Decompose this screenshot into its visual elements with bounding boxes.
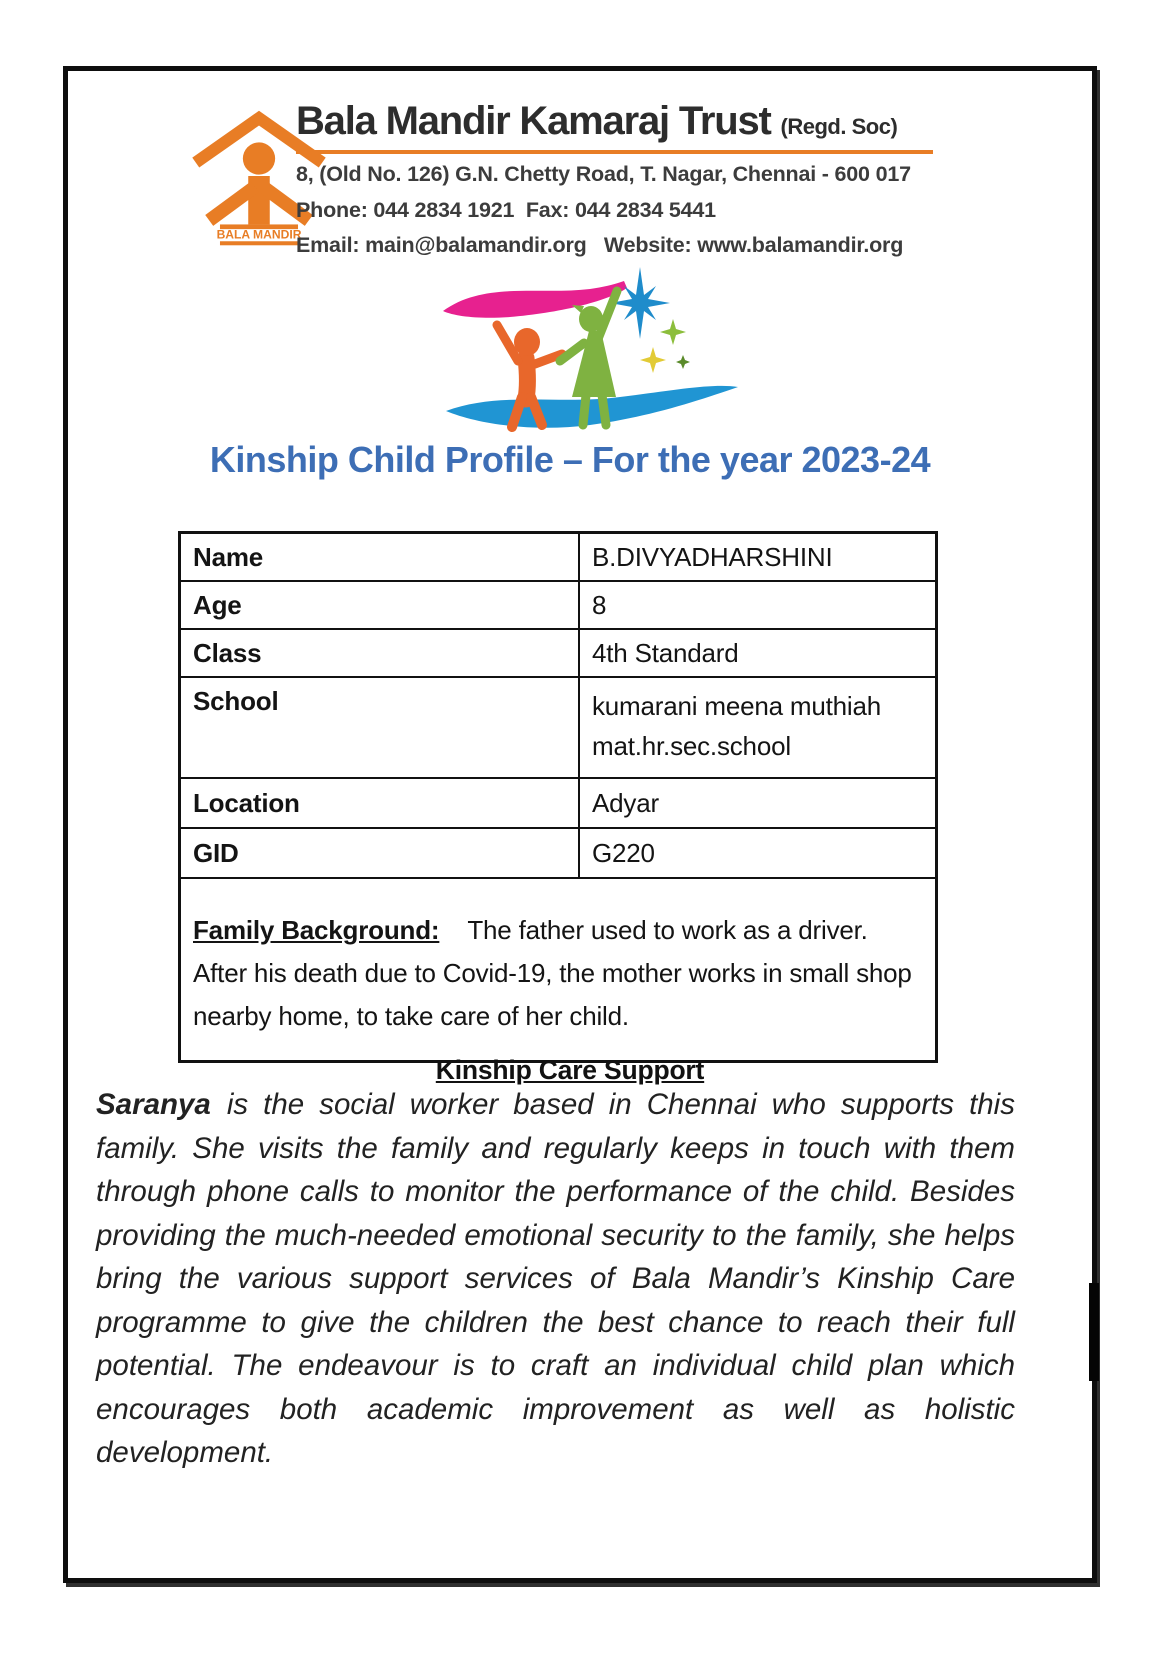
logo-caption: BALA MANDIR [216, 227, 302, 242]
support-paragraph-text: is the social worker based in Chennai who supports this family. She visits the family and regularly keeps in touch with them through phone calls to monitor the performance of the child. Besides providing the much-needed emotional security to the family, she helps bring the various support services of Bala Mandir’s Kinship Care programme to give the children the best chance to reach their full potential. The endeavour is to craft an individual child plan which encourages both academic improvement as well as holistic development. [96, 1088, 1015, 1469]
orange-rule [296, 150, 933, 154]
family-background-text: The father used to work as a driver. After his death due to Covid-19, the mother works in small shop nearby home, to take care of her child. [193, 915, 912, 1031]
family-background-row [180, 878, 937, 1062]
family-background-label: Family Background: [193, 915, 440, 945]
email-website-line: Email: main@balamandir.org Website: www.balamandir.org [296, 233, 904, 257]
row-label: Name [180, 533, 580, 582]
row-value: kumarani meena muthiah mat.hr.sec.school [579, 677, 937, 778]
support-section-heading: Kinship Care Support [435, 1055, 705, 1085]
phone-fax-line: Phone: 044 2834 1921 Fax: 044 2834 5441 [296, 197, 716, 222]
social-worker-name: Saranya [96, 1088, 211, 1121]
table-row [180, 677, 937, 778]
row-label: Location [180, 778, 580, 828]
row-label: Class [180, 629, 580, 677]
letterhead [296, 99, 986, 261]
org-name: Bala Mandir Kamaraj Trust [296, 99, 771, 143]
scan-artifact-notch [1089, 1283, 1099, 1381]
family-background-cell [180, 878, 937, 1062]
table-row [180, 581, 937, 629]
table-row [180, 629, 937, 677]
row-value: 4th Standard [579, 629, 937, 677]
row-value: 8 [579, 581, 937, 629]
table-row [180, 778, 937, 828]
children-logo [440, 255, 742, 439]
row-value: G220 [579, 828, 937, 878]
row-label: GID [180, 828, 580, 878]
row-label: Age [180, 581, 580, 629]
support-paragraph [96, 1083, 1015, 1475]
row-value: B.DIVYADHARSHINI [579, 533, 937, 582]
org-name-line [296, 99, 986, 144]
table-row [180, 533, 937, 582]
document-page [63, 66, 1097, 1583]
table-row [180, 828, 937, 878]
address-line: 8, (Old No. 126) G.N. Chetty Road, T. Nagar, Chennai - 600 017 [296, 162, 911, 186]
profile-table [178, 531, 938, 1063]
org-registration: (Regd. Soc) [780, 114, 898, 139]
row-label: School [180, 677, 580, 778]
row-value: Adyar [579, 778, 937, 828]
page-title: Kinship Child Profile – For the year 2023-24 [209, 439, 931, 480]
